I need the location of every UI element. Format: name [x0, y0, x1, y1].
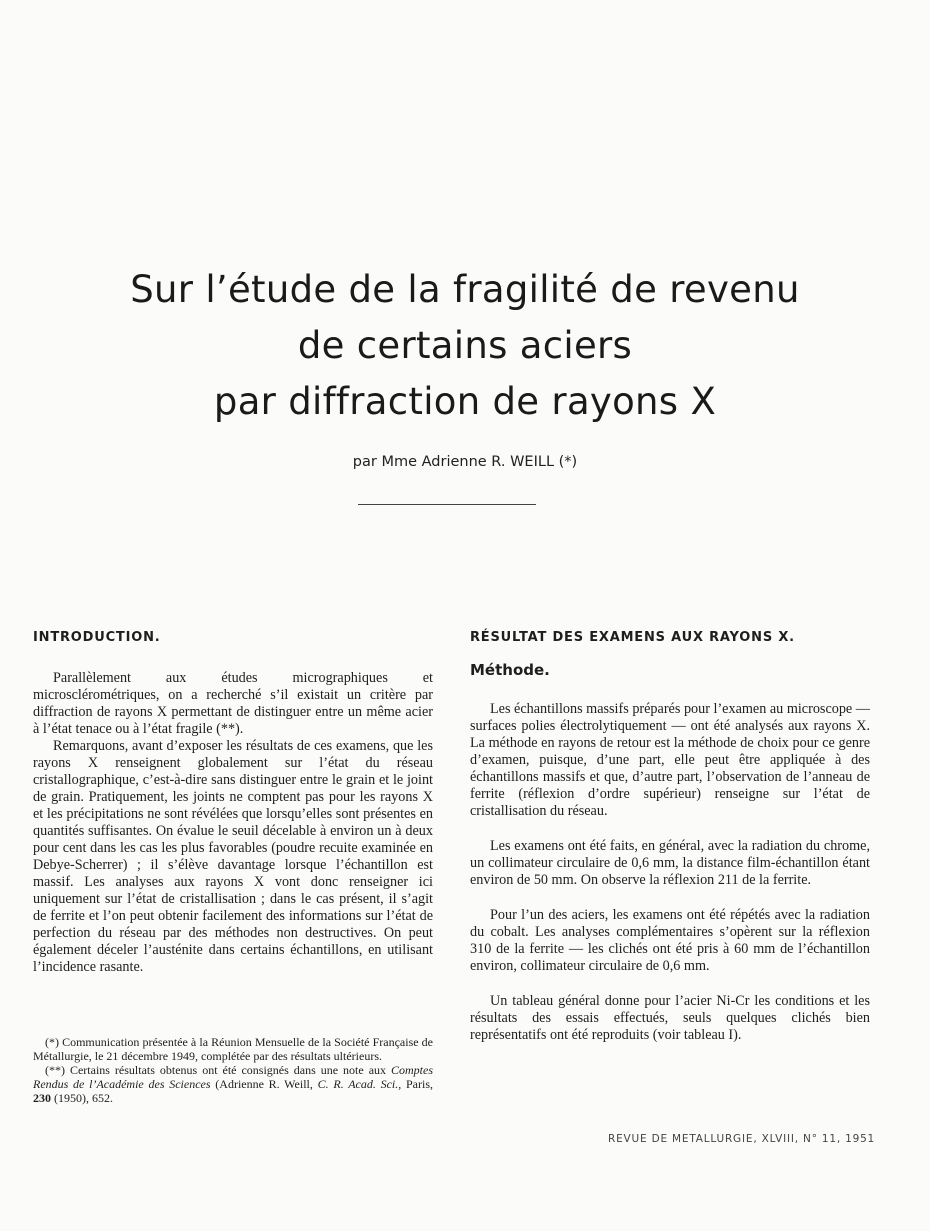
author-byline: par Mme Adrienne R. WEILL (*) [352, 454, 578, 470]
footnote-2-journal: Comptes Rendus de l’Académie des Sciences [33, 1063, 433, 1091]
footnote-2-suffix: , Paris, [398, 1077, 434, 1091]
article-title [60, 262, 870, 430]
title-line-3: par diffraction de rayons X [213, 380, 717, 423]
introduction-heading: INTRODUCTION. [33, 630, 161, 645]
footnote-1: (*) Communication présentée à la Réunion Mensuelle de la Société Française de Métallurgie, le 21 décembre 1949, complétée par des résultats ultérieurs. [33, 1035, 433, 1063]
intro-paragraph-1: Parallèlement aux études micrographiques et microsclérométriques, on a recherché s’il existait un critère par diffraction de rayons X permettant de distinguer entre un même acier à l’état tenace ou à l’état fragile (**). [33, 670, 433, 737]
title-divider [358, 504, 536, 505]
method-paragraph-3: Pour l’un des aciers, les examens ont été répétés avec la radiation du cobalt. Les analyses complémentaires s’opèrent sur la réflexion 310 de la ferrite — les clichés ont été pris à 60 mm de l’échantillon environ, collimateur circulaire de 0,6 mm. [470, 907, 870, 974]
journal-footer: REVUE DE METALLURGIE, XLVIII, N° 11, 1951 [608, 1133, 876, 1145]
footnote-2-prefix: (**) Certains résultats obtenus ont été consignés dans une note aux [45, 1063, 391, 1077]
footnotes [33, 1035, 433, 1105]
right-column [470, 630, 870, 1044]
intro-paragraph-2: Remarquons, avant d’exposer les résultats de ces examens, que les rayons X renseignent globalement sur l’état du réseau cristallographique, c’est-à-dire sans distinguer entre le grain et le joint de grain. Pratiquement, les joints ne comptent pas pour les rayons X et les précipitations ne sont révélées que lorsqu’elles sont présentes en quantités suffisantes. On évalue le seuil décelable à environ un à deux pour cent dans les cas les plus favorables (poudre recuite examinée en Debye-Scherrer) ; il s’élève davantage lorsque l’échantillon est massif. Les analyses aux rayons X vont donc renseigner ici uniquement sur l’état de cristallisation ; dans le cas présent, il s’agit de ferrite et l’on peut obtenir facilement des informations sur l’état de perfection du réseau par des méthodes non destructives. On peut également déceler l’austénite dans certains échantillons, en utilisant l’incidence rasante. [33, 738, 433, 975]
footnote-2-mid: (Adrienne R. Weill, [210, 1077, 318, 1091]
method-paragraph-2: Les examens ont été faits, en général, avec la radiation du chrome, un collimateur circulaire de 0,6 mm, la distance film-échantillon étant environ de 50 mm. On observe la réflexion 211 de la ferrite. [470, 838, 870, 888]
title-line-2: de certains aciers [297, 324, 633, 367]
method-paragraph-1: Les échantillons massifs préparés pour l’examen au microscope — surfaces polies électrolytiquement — ont été analysés aux rayons X. La méthode en rayons de retour est la méthode de choix pour ce genre d’examen, puisque, d’une part, elle peut être appliquée à des échantillons massifs et que, d’autre part, l’observation de l’anneau de ferrite (réflexion d’ordre supérieur) renseigne sur l’état de cristallisation du réseau. [470, 701, 870, 819]
footnote-2-abbrev: C. R. Acad. Sci. [317, 1077, 399, 1091]
left-column [33, 630, 433, 976]
footnote-2 [33, 1063, 433, 1105]
title-line-1: Sur l’étude de la fragilité de revenu [130, 268, 800, 311]
footnote-2-volume: 230 [33, 1091, 51, 1105]
results-heading: RÉSULTAT DES EXAMENS AUX RAYONS X. [470, 630, 795, 645]
footnote-2-end: (1950), 652. [51, 1091, 113, 1105]
method-paragraph-4: Un tableau général donne pour l’acier Ni-Cr les conditions et les résultats des essais effectués, seuls quelques clichés bien représentatifs ont été reproduits (voir tableau I). [470, 993, 870, 1043]
method-subheading: Méthode. [470, 661, 550, 679]
